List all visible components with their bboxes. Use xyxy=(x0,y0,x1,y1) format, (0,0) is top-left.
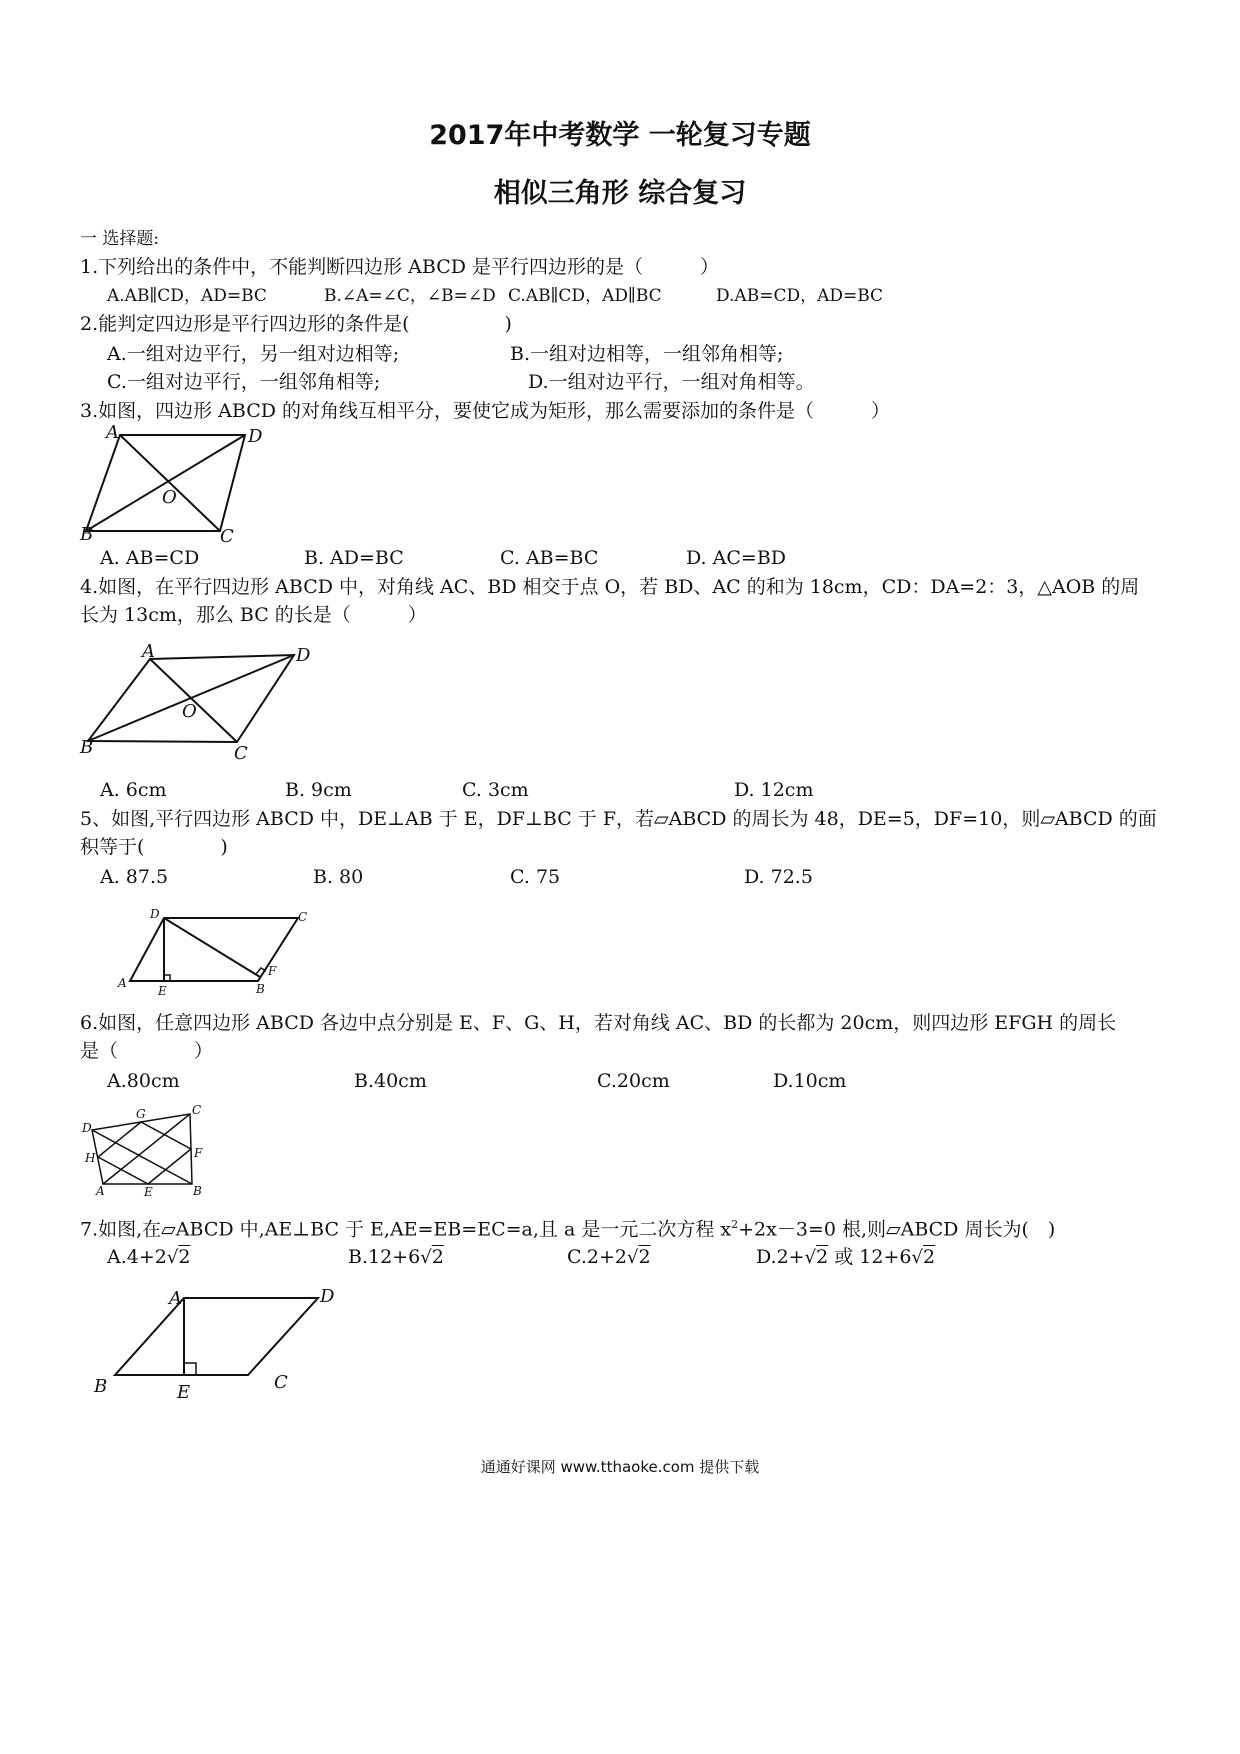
question-6-option-b: B.40cm xyxy=(354,1070,427,1092)
question-7-option-d xyxy=(756,1246,935,1269)
question-5-stem-line-2: 积等于( ) xyxy=(80,836,228,858)
radicand: 2 xyxy=(431,1246,444,1268)
sqrt-symbol: √ xyxy=(911,1247,923,1268)
foot-label-e: E xyxy=(158,984,167,998)
vertex-label-a: A xyxy=(142,641,155,662)
question-6-option-c: C.20cm xyxy=(597,1070,670,1092)
option-a-text: A.4+2 xyxy=(107,1246,167,1268)
question-3-option-a: A. AB=CD xyxy=(100,547,200,569)
vertex-label-c: C xyxy=(192,1103,202,1117)
vertex-label-c: C xyxy=(220,526,234,547)
sqrt-symbol: √ xyxy=(804,1247,817,1268)
diagonal-bd xyxy=(92,1130,192,1184)
document-title: 2017年中考数学 一轮复习专题 xyxy=(429,120,811,151)
question-5-option-b: B. 80 xyxy=(313,866,364,888)
diagonal-ac xyxy=(120,435,220,531)
question-4-option-d: D. 12cm xyxy=(734,779,814,801)
option-d-text: D.2+ xyxy=(756,1246,805,1268)
midpoint-label-f: F xyxy=(194,1146,203,1160)
foot-label-f: F xyxy=(268,964,277,978)
question-3-option-d: D. AC=BD xyxy=(686,547,787,569)
question-7-stem xyxy=(80,1214,1055,1240)
question-3-figure xyxy=(70,418,270,548)
quadrilateral-efgh xyxy=(98,1122,191,1184)
radicand: 2 xyxy=(178,1246,191,1268)
vertex-label-b: B xyxy=(80,737,94,758)
question-1-option-a: A.AB∥CD，AD=BC xyxy=(107,286,267,306)
question-5-option-d: D. 72.5 xyxy=(744,866,813,888)
vertex-label-d: D xyxy=(320,1286,335,1307)
diagonal-bd xyxy=(88,655,294,741)
question-3-option-b: B. AD=BC xyxy=(304,547,404,569)
question-7-stem-end: +2x－3=0 根,则▱ABCD 周长为( ) xyxy=(738,1218,1056,1241)
question-3-option-c: C. AB=BC xyxy=(500,547,599,569)
vertex-label-d: D xyxy=(82,1121,92,1135)
question-2-option-d: D.一组对边平行，一组对角相等。 xyxy=(528,371,815,393)
radicand: 2 xyxy=(922,1246,936,1268)
question-6-option-a: A.80cm xyxy=(107,1070,180,1092)
question-4-stem-line-1: 4.如图，在平行四边形 ABCD 中，对角线 AC、BD 相交于点 O，若 BD、AC 的和为 18cm，CD：DA=2：3，△AOB 的周 xyxy=(80,576,1140,598)
question-2-option-a: A.一组对边平行，另一组对边相等; xyxy=(107,343,400,365)
question-5-figure xyxy=(110,903,320,998)
question-1-option-b: B.∠A=∠C，∠B=∠D xyxy=(324,286,496,306)
vertex-label-b: B xyxy=(80,524,94,545)
question-7-stem-start: 7.如图,在▱ABCD 中,AE⊥BC 于 E,AE=EB=EC=a,且 a 是一元二次方程 x xyxy=(80,1218,732,1241)
question-4-option-b: B. 9cm xyxy=(285,779,352,801)
question-4-option-c: C. 3cm xyxy=(462,779,529,801)
vertex-label-c: C xyxy=(274,1372,288,1393)
center-label-o: O xyxy=(182,701,197,722)
question-6-option-d: D.10cm xyxy=(773,1070,847,1092)
question-2-stem: 2.能判定四边形是平行四边形的条件是( ) xyxy=(80,313,512,335)
question-3-stem: 3.如图，四边形 ABCD 的对角线互相平分，要使它成为矩形，那么需要添加的条件是（ ） xyxy=(80,400,891,422)
midpoint-label-g: G xyxy=(136,1107,146,1121)
foot-label-e: E xyxy=(177,1382,191,1403)
question-5-option-a: A. 87.5 xyxy=(100,866,169,888)
diagonal-bd xyxy=(86,435,245,531)
question-7-figure xyxy=(88,1282,348,1407)
vertex-label-b: B xyxy=(256,982,265,996)
center-label-o: O xyxy=(162,487,177,508)
vertex-label-c: C xyxy=(234,743,248,764)
question-6-figure xyxy=(78,1102,218,1197)
question-2-option-c: C.一组对边平行，一组邻角相等; xyxy=(107,371,381,393)
radicand: 2 xyxy=(638,1246,651,1268)
right-angle-mark xyxy=(184,1363,196,1375)
question-1-stem: 1.下列给出的条件中，不能判断四边形 ABCD 是平行四边形的是（ ） xyxy=(80,256,720,278)
vertex-label-a: A xyxy=(96,1184,105,1198)
option-c-text: C.2+2 xyxy=(567,1246,627,1268)
vertex-label-a: A xyxy=(118,976,127,990)
sqrt-symbol: √ xyxy=(627,1247,639,1268)
document-subtitle: 相似三角形 综合复习 xyxy=(493,178,747,209)
question-5-stem-line-1: 5、如图,平行四边形 ABCD 中，DE⊥AB 于 E，DF⊥BC 于 F，若▱ABCD 的周长为 48，DE=5，DF=10，则▱ABCD 的面 xyxy=(80,808,1157,830)
midpoint-label-h: H xyxy=(85,1151,96,1165)
question-1-option-c: C.AB∥CD，AD∥BC xyxy=(508,286,662,306)
vertex-label-b: B xyxy=(94,1376,108,1397)
vertex-label-a: A xyxy=(169,1288,182,1309)
question-5-option-c: C. 75 xyxy=(510,866,561,888)
question-4-figure xyxy=(74,635,334,765)
vertex-label-c: C xyxy=(298,910,308,924)
question-6-stem-line-2: 是（ ） xyxy=(80,1040,214,1062)
vertex-label-a: A xyxy=(106,422,119,443)
question-7-option-c xyxy=(567,1246,651,1269)
question-1-option-d: D.AB=CD，AD=BC xyxy=(716,286,884,306)
question-2-option-b: B.一组对边相等，一组邻角相等; xyxy=(510,343,784,365)
parallelogram-abcd xyxy=(115,1298,318,1375)
exponent: 2 xyxy=(731,1218,739,1231)
vertex-label-d: D xyxy=(150,907,160,921)
sqrt-symbol: √ xyxy=(166,1247,179,1268)
vertex-label-d: D xyxy=(296,645,311,666)
altitude-df xyxy=(164,918,260,977)
question-6-stem-line-1: 6.如图，任意四边形 ABCD 各边中点分别是 E、F、G、H，若对角线 AC、BD 的长都为 20cm，则四边形 EFGH 的周长 xyxy=(80,1012,1117,1034)
sqrt-symbol: √ xyxy=(420,1247,432,1268)
vertex-label-b: B xyxy=(193,1184,202,1198)
question-7-option-b xyxy=(348,1246,444,1269)
radicand: 2 xyxy=(816,1246,829,1268)
question-7-option-a xyxy=(107,1246,190,1269)
footer-credit: 通通好课网 www.tthaoke.com 提供下载 xyxy=(480,1458,760,1476)
vertex-label-d: D xyxy=(248,426,263,447)
option-b-text: B.12+6 xyxy=(348,1246,421,1268)
question-4-option-a: A. 6cm xyxy=(100,779,167,801)
question-4-stem-line-2: 长为 13cm，那么 BC 的长是（ ） xyxy=(80,604,427,626)
section-label: 一 选择题: xyxy=(80,229,160,249)
midpoint-label-e: E xyxy=(144,1185,153,1199)
option-d-middle: 或 12+6 xyxy=(834,1246,912,1268)
